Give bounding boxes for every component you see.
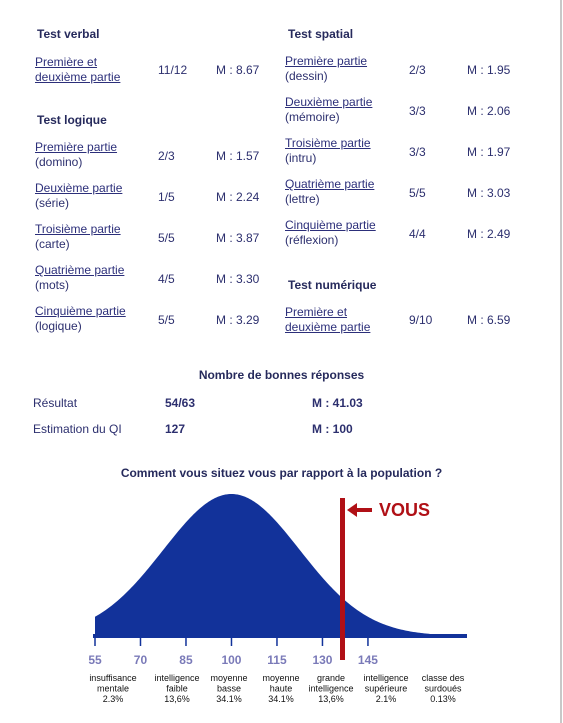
spatial-item-mean: M : 1.95 (467, 63, 511, 77)
spatial-item-score: 3/3 (409, 104, 426, 118)
you-marker-label: VOUS (379, 500, 431, 520)
summary-title: Nombre de bonnes réponses (198, 368, 365, 382)
population-band-label: intelligence faible 13,6% (154, 673, 200, 704)
spatial-item-mean: M : 2.06 (467, 104, 511, 118)
population-band-label: grande intelligence 13,6% (308, 673, 354, 704)
summary-row-mean: M : 100 (312, 422, 353, 436)
logique-item (35, 181, 122, 211)
logique-item-score: 2/3 (158, 149, 175, 163)
logique-item-link[interactable]: Troisième partie (35, 222, 121, 236)
spatial-item-sub: (réflexion) (285, 233, 339, 247)
axis-tick-mark (276, 635, 278, 646)
numerique-item-mean: M : 6.59 (467, 313, 511, 327)
spatial-item-sub: (lettre) (285, 192, 320, 206)
spatial-item-sub: (mémoire) (285, 110, 340, 124)
you-marker-line (340, 498, 345, 660)
numerique-item-link[interactable] (285, 305, 370, 335)
numerique-item-label-line2[interactable]: deuxième partie (285, 320, 371, 334)
axis-tick-mark (94, 635, 96, 646)
axis-tick-label: 70 (133, 653, 148, 667)
section-title-verbal: Test verbal (37, 27, 100, 41)
logique-item-link[interactable]: Cinquième partie (35, 304, 126, 318)
axis-tick-label: 55 (88, 653, 102, 667)
logique-item (35, 304, 126, 334)
logique-item-score: 4/5 (158, 272, 175, 286)
verbal-item-link[interactable] (35, 55, 120, 85)
spatial-item-score: 2/3 (409, 63, 426, 77)
spatial-item-score: 4/4 (409, 227, 426, 241)
spatial-item (285, 177, 374, 207)
logique-item (35, 222, 121, 252)
population-title: Comment vous situez vous par rapport à la population ? (120, 466, 443, 480)
axis-tick-label: 85 (179, 653, 193, 667)
section-title-logique: Test logique (37, 113, 107, 127)
verbal-item-label-line1[interactable]: Première et (35, 55, 98, 69)
logique-item-sub: (carte) (35, 237, 70, 251)
section-title-numerique: Test numérique (288, 278, 377, 292)
population-bell-curve-chart (0, 480, 563, 723)
axis-tick-mark (322, 635, 324, 646)
spatial-item (285, 136, 371, 166)
summary-row-value: 54/63 (165, 396, 196, 410)
logique-item-sub: (mots) (35, 278, 69, 292)
logique-item-score: 5/5 (158, 231, 175, 245)
distribution-axis-line (93, 634, 467, 638)
spatial-item-link[interactable]: Troisième partie (285, 136, 371, 150)
numerique-item-label-line1[interactable]: Première et (285, 305, 348, 319)
axis-tick-mark (231, 635, 233, 646)
logique-item-sub: (domino) (35, 155, 83, 169)
spatial-item-score: 3/3 (409, 145, 426, 159)
axis-tick-label: 145 (357, 653, 378, 667)
logique-item-link[interactable]: Première partie (35, 140, 118, 154)
spatial-item-link[interactable]: Deuxième partie (285, 95, 373, 109)
logique-item-link[interactable]: Deuxième partie (35, 181, 123, 195)
axis-tick-mark (367, 635, 369, 646)
axis-tick-mark (185, 635, 187, 646)
numerique-item-score: 9/10 (409, 313, 433, 327)
verbal-item-score: 11/12 (158, 63, 188, 77)
logique-item (35, 263, 124, 293)
logique-item-sub: (série) (35, 196, 70, 210)
spatial-item-link[interactable]: Première partie (285, 54, 368, 68)
axis-tick-label: 130 (312, 653, 333, 667)
logique-item-mean: M : 1.57 (216, 149, 260, 163)
logique-item-score: 5/5 (158, 313, 175, 327)
spatial-item-mean: M : 3.03 (467, 186, 511, 200)
arrow-left-icon (347, 503, 372, 517)
spatial-item-link[interactable]: Cinquième partie (285, 218, 376, 232)
spatial-item-mean: M : 1.97 (467, 145, 511, 159)
axis-tick-label: 115 (267, 653, 287, 667)
population-band-label: classe des surdoués 0.13% (421, 673, 465, 704)
logique-item-link[interactable]: Quatrième partie (35, 263, 125, 277)
axis-tick-mark (140, 635, 142, 646)
logique-item-mean: M : 3.87 (216, 231, 260, 245)
logique-item-mean: M : 2.24 (216, 190, 260, 204)
population-band-label: moyenne haute 34.1% (262, 673, 300, 704)
spatial-item (285, 54, 367, 84)
section-title-spatial: Test spatial (288, 27, 354, 41)
logique-item-mean: M : 3.29 (216, 313, 260, 327)
spatial-item-mean: M : 2.49 (467, 227, 511, 241)
spatial-item-score: 5/5 (409, 186, 426, 200)
verbal-item-label-line2[interactable]: deuxième partie (35, 70, 121, 84)
verbal-item-mean: M : 8.67 (216, 63, 260, 77)
summary-row-value: 127 (165, 422, 186, 436)
logique-item-mean: M : 3.30 (216, 272, 260, 286)
population-band-label: insuffisance mentale 2.3% (89, 673, 137, 704)
summary-row-label: Résultat (33, 396, 78, 410)
logique-item (35, 140, 117, 170)
spatial-item (285, 95, 372, 125)
summary-row-label: Estimation du QI (33, 422, 122, 436)
population-band-label: intelligence supérieure 2.1% (363, 673, 409, 704)
spatial-item-link[interactable]: Quatrième partie (285, 177, 375, 191)
spatial-item-sub: (intru) (285, 151, 317, 165)
spatial-item (285, 218, 376, 248)
population-band-label: moyenne basse 34.1% (210, 673, 248, 704)
axis-tick-label: 100 (221, 653, 242, 667)
spatial-item-sub: (dessin) (285, 69, 328, 83)
summary-row-mean: M : 41.03 (312, 396, 363, 410)
logique-item-score: 1/5 (158, 190, 175, 204)
logique-item-sub: (logique) (35, 319, 82, 333)
